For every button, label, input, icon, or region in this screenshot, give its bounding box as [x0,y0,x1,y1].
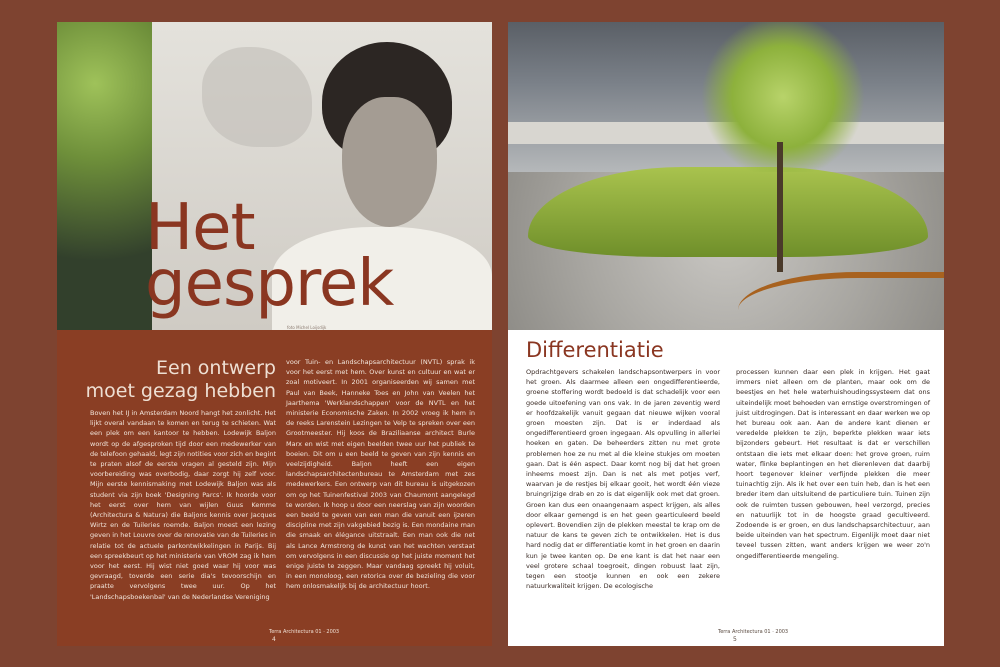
page-title [145,191,485,321]
title-line-1: Het [145,191,255,265]
photo-tree-crown [698,22,868,172]
subtitle-line-1: Een ontwerp [156,357,276,379]
photo-lawn-mound [528,167,928,257]
subtitle-line-2: moet gezag hebben [85,380,276,402]
photo-tree-trunk [777,142,783,272]
right-column-1: Opdrachtgevers schakelen landschapsontwerpers in voor het groen. Als daarmee alleen een ongedifferentieerde, groene stoffering wordt bedoeld is dat schadelijk voor een goede uitoefening van ons vak. In de jaren zeventig werd er hoofdzakelijk vanuit gegaan dat nieuwe wijken vooral groen moesten zijn. Dat is er inderdaad als ongedifferentieerd groen ingegaan. Als opvulling in allerlei hoeken en gaten. De beheerders zitten nu met grote problemen hoe ze nu met al die kleine stukjes om moeten gaan. Dat is één aspect. Daar komt nog bij dat het groen inheems moest zijn. Dan is net als met potjes verf, waarvan je de restjes bij elkaar gooit, het wordt één vieze bruingrijzige drab en zo is dat eigenlijk ook met dat groen. Groen kan dus een onaangenaam aspect krijgen, als alles door elkaar gemengd is en het geen gearticuleerd beeld oplevert. Bovendien zijn de plekken meestal te krap om de natuur de kans te geven zich te ontwikkelen. Het is dus hard nodig dat er differentiatie komt in het groen en daarin kun je twee kanten op. De ene kant is dat het naar een veel grotere schaal toegroeit, dingen robuust laat zijn, tegen een stootje kunnen en ook een zekere natuurkwaliteit krijgen. De ecologische [526,368,720,591]
page-number-right: 5 [733,636,737,643]
footer-left: Terra Architectura 01 · 2003 [269,629,340,635]
page-number-left: 4 [272,636,276,643]
left-page [57,22,492,646]
right-page [508,22,944,646]
garden-photo [508,22,944,330]
subtitle [57,357,276,403]
left-column-2: voor Tuin- en Landschapsarchitectuur (NVTL) sprak ik voor het eerst met hem. Over kunst en cultuur en wat er zoal motiveert. In 2001 organiseerden wij samen met Paul van Beek, Hanneke Toes en John van Veelen het Jaarthema 'Werklandschappen' voor de NVTL en het ministerie Economische Zaken. In 2002 vroeg ik hem in de reeks Larenstein Lezingen te Velp te spreken over een Grootmeester. Hij koos de Braziliaanse architect Burle Marx en wist met eigen beelden twee uur het publiek te boeien. Dit om u een beeld te geven van zijn kennis en veelzijdigheid. Baljon heeft een eigen landschapsarchitectenbureau te Amsterdam met zes medewerkers. Een ontwerp van dit bureau is uitgekozen om op het Tuinenfestival 2003 van Chaumont aangelegd te worden. Ik hoop u door een neerslag van zijn woorden een beeld te geven van een man die vanuit een ijzeren discipline met zijn vakgebied bezig is. Een mondaine man die smaak en élégance uitstraalt. Een man ook die net als Lance Armstrong de kunst van het wachten verstaat om vervolgens in een discussie op het juiste moment het enige juiste te zeggen. Maar vandaag spreekt hij voluit, in een monoloog, een retorica over de bezieling die voor hem onlosmakelijk bij de architectuur hoort. [286,358,475,591]
left-column-1: Boven het IJ in Amsterdam Noord hangt het zonlicht. Het lijkt overal vandaan te komen en terug te schieten. Wat een plek om een kantoor te hebben. Lodewijk Baljon wordt op de afgesproken tijd door een medewerker van de telefoon gehaald, legt zijn notities voor zich en begint te praten alsof de eerste vragen al gesteld zijn. Mijn voorbereiding was overbodig, daar zorgt hij zelf voor. Mijn eerste kennismaking met Lodewijk Baljon was als student via zijn boek 'Designing Parcs'. Ik hoorde voor het eerst over hem van wijlen Guus Kemme (Architectura & Natura) die Baljons kennis over Jacques Wirtz en de Tuileries roemde. Baljon moest een lezing geven in het Louvre over de renovatie van de Tuileries in relatie tot de actuele parkontwikkelingen in Parijs. Bij een spreekbeurt op het ministerie van VROM zag ik hem voor het eerst. Hij wist niet goed waar hij voor was gevraagd, toverde een serie dia's tevoorschijn en praatte vervolgens twee uur. Op het 'Landschapsboekenbal' van de Nederlandse Vereniging [90,409,276,601]
title-line-2: gesprek [145,247,394,321]
right-column-2: processen kunnen daar een plek in krijgen. Het gaat immers niet alleen om de planten, maar ook om de beestjes en het hele waterhuishoudingssysteem dat ons uiteindelijk moet behoeden van ernstige overstromingen of juist uitdrogingen. Dat is interessant en daar werken we op het bureau ook aan. Aan de andere kant dienen er veredelde plekken te zijn, beperkte plekken waar iets bijzonders gebeurt. Het resultaat is dat er verschillen ontstaan die iets met elkaar doen: het grove groen, ruim water, flinke beplantingen en het dierenleven dat daarbij hoort tegenover kleiner verfijnde plekken die meer tuinachtig zijn. Als ik het over een tuin heb, dan is het een breder item dan uitsluitend de particuliere tuin. Tuinen zijn ook de ruimten tussen gebouwen, heel verzorgd, precies en natuurlijk tot in de hoogste graad gecultiveerd. Zodoende is er groen, en dus landschapsarchitectuur, aan beide uiteinden van het spectrum. Eigenlijk moet daar niet teveel tussen zitten, want anders krijgen we weer zo'n ongedifferentieerde mengeling. [736,368,930,560]
photo-foliage [57,22,152,330]
photo-credit: foto Michel Loijsdijk [287,325,327,330]
section-title: Differentiatie [526,338,664,362]
footer-right: Terra Architectura 01 · 2003 [718,629,789,635]
